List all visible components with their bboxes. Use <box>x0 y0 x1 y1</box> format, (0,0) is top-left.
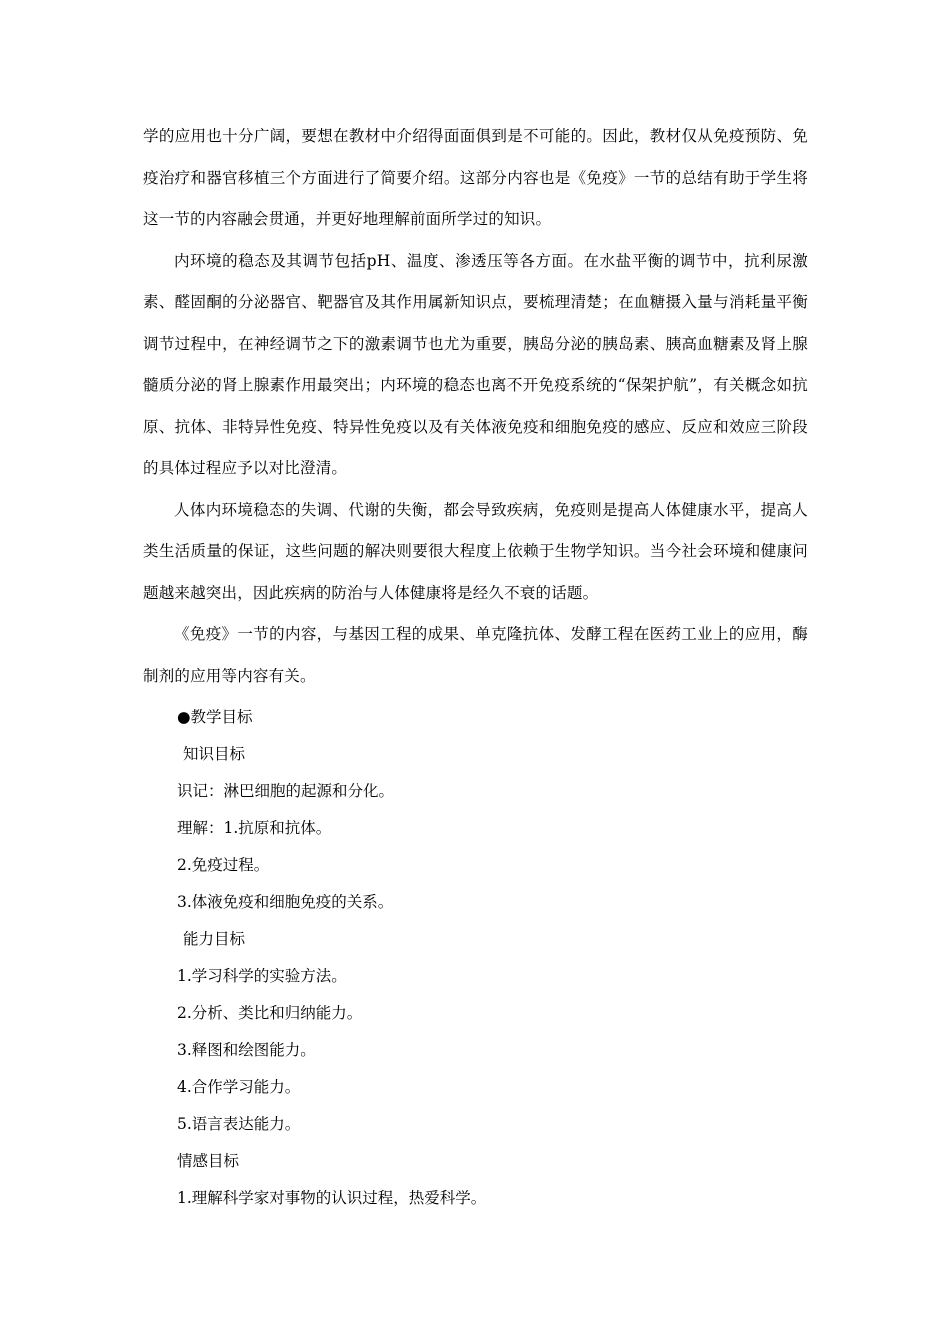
paragraph-homeostasis: 内环境的稳态及其调节包括pH、温度、渗透压等各方面。在水盐平衡的调节中，抗利尿激素、醛固酮的分泌器官、靶器官及其作用属新知识点，要梳理清楚；在血糖摄入量与消耗量平衡调节过程中，在神经调节之下的激素调节也尤为重要，胰岛分泌的胰岛素、胰高血糖素及肾上腺髓质分泌的肾上腺素作用最突出；内环境的稳态也离不开免疫系统的“保架护航”，有关概念如抗原、抗体、非特异性免疫、特异性免疫以及有关体液免疫和细胞免疫的感应、反应和效应三阶段的具体过程应予以对比澄清。 <box>143 251 808 477</box>
ability-item-1: 1.学习科学的实验方法。 <box>177 967 347 985</box>
paragraph-related-content: 《免疫》一节的内容，与基因工程的成果、单克隆抗体、发酵工程在医药工业上的应用，酶制剂的应用等内容有关。 <box>143 625 808 685</box>
knowledge-objectives-title: 知识目标 <box>183 745 246 763</box>
ability-item-5: 5.语言表达能力。 <box>177 1115 301 1133</box>
ability-objectives-title: 能力目标 <box>183 930 246 948</box>
knowledge-understand-2: 2.免疫过程。 <box>177 856 270 874</box>
objectives-heading: ●教学目标 <box>177 708 253 726</box>
emotion-objectives-title: 情感目标 <box>177 1152 240 1170</box>
emotion-item-1: 1.理解科学家对事物的认识过程，热爱科学。 <box>177 1189 487 1207</box>
knowledge-understand-3: 3.体液免疫和细胞免疫的关系。 <box>177 893 394 911</box>
paragraph-health: 人体内环境稳态的失调、代谢的失衡，都会导致疾病，免疫则是提高人体健康水平，提高人类生活质量的保证，这些问题的解决则要很大程度上依赖于生物学知识。当今社会环境和健康问题越来越突出，因此疾病的防治与人体健康将是经久不衰的话题。 <box>143 500 808 602</box>
ability-item-4: 4.合作学习能力。 <box>177 1078 301 1096</box>
knowledge-understand-1: 理解：1.抗原和抗体。 <box>177 819 332 837</box>
document-body <box>143 116 808 1217</box>
paragraph-immunity-applications: 学的应用也十分广阔，要想在教材中介绍得面面俱到是不可能的。因此，教材仅从免疫预防、免疫治疗和器官移植三个方面进行了简要介绍。这部分内容也是《免疫》一节的总结有助于学生将这一节的内容融会贯通，并更好地理解前面所学过的知识。 <box>143 127 808 228</box>
knowledge-memorize: 识记：淋巴细胞的起源和分化。 <box>177 782 395 800</box>
ability-item-2: 2.分析、类比和归纳能力。 <box>177 1004 363 1022</box>
ability-item-3: 3.释图和绘图能力。 <box>177 1041 316 1059</box>
